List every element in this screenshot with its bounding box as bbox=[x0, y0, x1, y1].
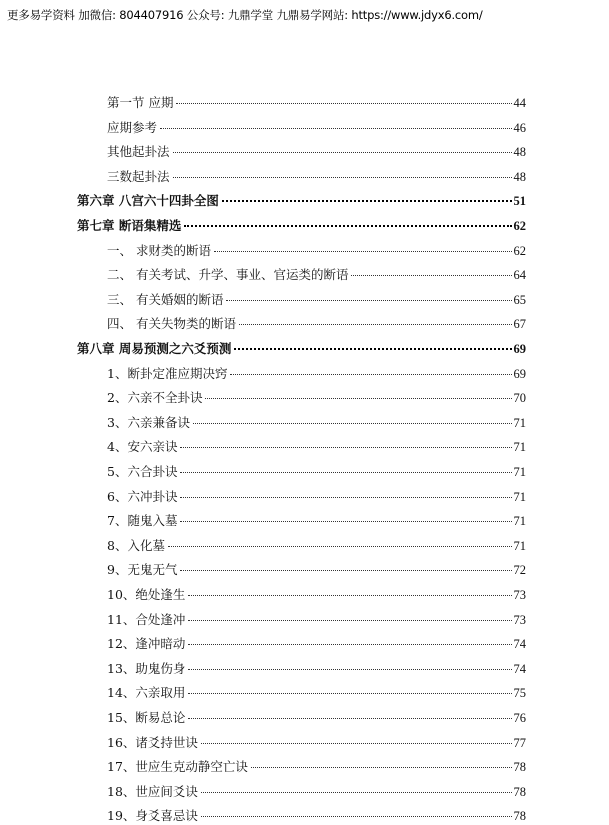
dot-leader bbox=[180, 447, 511, 448]
toc-chapter-entry[interactable] bbox=[77, 218, 526, 234]
dot-leader bbox=[188, 718, 511, 719]
toc-entry[interactable] bbox=[107, 587, 526, 603]
toc-entry[interactable] bbox=[107, 784, 526, 800]
toc-entry[interactable] bbox=[107, 169, 526, 185]
dot-leader bbox=[222, 200, 512, 202]
dot-leader bbox=[168, 546, 512, 547]
dot-leader bbox=[188, 669, 511, 670]
toc-entry-page: 76 bbox=[513, 711, 526, 725]
toc-entry-page: 71 bbox=[513, 440, 526, 455]
toc-entry-page: 65 bbox=[513, 292, 526, 307]
toc-entry-label: 19、身爻喜忌诀 bbox=[107, 808, 198, 824]
toc-entry-label: 12、逢冲暗动 bbox=[107, 636, 186, 652]
toc-entry-page: 78 bbox=[513, 784, 526, 799]
toc-entry-label: 3、六亲兼备诀 bbox=[107, 414, 190, 430]
toc-entry[interactable] bbox=[107, 292, 526, 308]
toc-entry-label: 2、六亲不全卦诀 bbox=[107, 390, 203, 406]
toc-chapter-entry[interactable] bbox=[77, 193, 526, 209]
dot-leader bbox=[214, 251, 512, 252]
dot-leader bbox=[239, 324, 512, 325]
toc-entry[interactable] bbox=[107, 366, 526, 382]
toc-entry-label: 二、 有关考试、升学、事业、官运类的断语 bbox=[107, 267, 349, 283]
toc-entry[interactable] bbox=[107, 316, 526, 332]
toc-entry[interactable] bbox=[107, 243, 526, 259]
dot-leader bbox=[188, 595, 511, 596]
dot-leader bbox=[180, 472, 511, 473]
toc-entry-page: 70 bbox=[513, 391, 526, 406]
toc-entry-label: 8、入化墓 bbox=[107, 537, 165, 553]
toc-entry-page: 78 bbox=[513, 809, 526, 824]
toc-entry-label: 三数起卦法 bbox=[107, 168, 170, 184]
toc-entry-page: 74 bbox=[513, 637, 526, 652]
toc-entry-page: 71 bbox=[513, 415, 526, 430]
toc-entry-label: 第七章 断语集精选 bbox=[77, 218, 182, 233]
toc-entry-label: 一、 求财类的断语 bbox=[107, 242, 211, 258]
toc-chapter-entry[interactable] bbox=[77, 341, 526, 357]
toc-entry-page: 62 bbox=[513, 243, 526, 258]
dot-leader bbox=[188, 693, 511, 694]
toc-entry-page: 46 bbox=[513, 120, 526, 135]
dot-leader bbox=[226, 300, 511, 301]
toc-entry-page: 75 bbox=[513, 686, 526, 701]
toc-entry-page: 64 bbox=[513, 268, 526, 283]
toc-entry-page: 69 bbox=[513, 342, 526, 356]
header-text: 更多易学资料 加微信: 804407916 公众号: 九鼎学堂 九鼎易学网站: https://www.jdyx6.com/ bbox=[7, 8, 483, 22]
toc-entry-page: 77 bbox=[513, 735, 526, 750]
toc-entry-page: 67 bbox=[513, 317, 526, 332]
dot-leader bbox=[201, 816, 512, 817]
toc-entry-page: 72 bbox=[513, 563, 526, 578]
dot-leader bbox=[184, 225, 511, 227]
dot-leader bbox=[205, 398, 511, 399]
toc-entry-page: 71 bbox=[513, 538, 526, 553]
toc-entry-page: 62 bbox=[513, 219, 526, 233]
dot-leader bbox=[188, 620, 511, 621]
dot-leader bbox=[173, 177, 512, 178]
dot-leader bbox=[173, 152, 512, 153]
toc-entry-page: 51 bbox=[513, 194, 526, 209]
dot-leader bbox=[180, 570, 511, 571]
toc-entry-label: 9、无鬼无气 bbox=[107, 562, 178, 578]
toc-entry-page: 48 bbox=[513, 169, 526, 184]
toc-entry-label: 15、断易总论 bbox=[107, 710, 186, 725]
toc-entry-page: 73 bbox=[513, 612, 526, 627]
toc-entry[interactable] bbox=[107, 390, 526, 406]
toc-entry-page: 71 bbox=[513, 514, 526, 529]
dot-leader bbox=[176, 103, 511, 104]
toc-entry-label: 其他起卦法 bbox=[107, 144, 170, 160]
dot-leader bbox=[180, 521, 511, 522]
toc-entry-page: 74 bbox=[513, 661, 526, 676]
toc-entry[interactable] bbox=[107, 415, 526, 431]
toc-entry[interactable] bbox=[107, 759, 526, 775]
toc-entry[interactable] bbox=[107, 612, 526, 628]
toc-entry-label: 第一节 应期 bbox=[107, 95, 174, 110]
toc-entry[interactable] bbox=[107, 710, 526, 726]
toc-entry-label: 7、随鬼入墓 bbox=[107, 513, 178, 529]
toc-entry-page: 78 bbox=[513, 760, 526, 775]
toc-entry[interactable] bbox=[107, 144, 526, 160]
dot-leader bbox=[160, 128, 511, 129]
toc-entry-label: 10、绝处逢生 bbox=[107, 587, 186, 602]
toc-entry[interactable] bbox=[107, 661, 526, 677]
toc-entry-label: 17、世应生克动静空亡诀 bbox=[107, 759, 248, 775]
toc-entry-label: 三、 有关婚姻的断语 bbox=[107, 291, 224, 307]
toc-entry[interactable] bbox=[107, 735, 526, 751]
toc-entry-label: 6、六冲卦诀 bbox=[107, 488, 178, 504]
toc-entry[interactable] bbox=[107, 489, 526, 505]
toc-entry-page: 71 bbox=[513, 489, 526, 504]
toc-entry-label: 四、 有关失物类的断语 bbox=[107, 316, 236, 332]
toc-entry-label: 1、断卦定准应期决窍 bbox=[107, 365, 228, 381]
toc-entry-page: 71 bbox=[513, 465, 526, 479]
dot-leader bbox=[230, 374, 511, 375]
toc-entry-page: 69 bbox=[513, 366, 526, 381]
dot-leader bbox=[351, 275, 511, 276]
toc-entry-label: 14、六亲取用 bbox=[107, 685, 186, 701]
dot-leader bbox=[251, 767, 512, 768]
dot-leader bbox=[201, 743, 512, 744]
toc-entry[interactable] bbox=[107, 95, 526, 111]
toc-entry[interactable] bbox=[107, 267, 526, 283]
toc-entry-label: 13、助鬼伤身 bbox=[107, 660, 186, 676]
toc-entry-label: 11、合处逢冲 bbox=[107, 611, 186, 627]
toc-entry[interactable] bbox=[107, 538, 526, 554]
dot-leader bbox=[180, 497, 511, 498]
toc-entry-page: 48 bbox=[513, 145, 526, 160]
toc-entry-page: 73 bbox=[513, 588, 526, 602]
toc-entry[interactable] bbox=[107, 808, 526, 824]
toc-entry-label: 4、安六亲诀 bbox=[107, 439, 178, 455]
dot-leader bbox=[201, 792, 512, 793]
toc-entry[interactable] bbox=[107, 464, 526, 480]
toc-entry[interactable] bbox=[107, 562, 526, 578]
toc-entry-label: 第八章 周易预测之六爻预测 bbox=[77, 341, 232, 356]
toc-entry-label: 16、诸爻持世诀 bbox=[107, 734, 198, 750]
toc-entry[interactable] bbox=[107, 120, 526, 136]
toc-entry[interactable] bbox=[107, 439, 526, 455]
toc-entry-label: 18、世应间爻诀 bbox=[107, 783, 198, 799]
toc-entry-label: 5、六合卦诀 bbox=[107, 464, 178, 479]
toc-entry[interactable] bbox=[107, 685, 526, 701]
toc-entry-page: 44 bbox=[513, 96, 526, 110]
dot-leader bbox=[188, 644, 511, 645]
dot-leader bbox=[193, 423, 512, 424]
toc-entry[interactable] bbox=[107, 513, 526, 529]
toc-entry-label: 第六章 八宫六十四卦全图 bbox=[77, 193, 219, 209]
toc-entry-label: 应期参考 bbox=[107, 119, 158, 135]
toc-entry[interactable] bbox=[107, 636, 526, 652]
dot-leader bbox=[234, 348, 511, 350]
